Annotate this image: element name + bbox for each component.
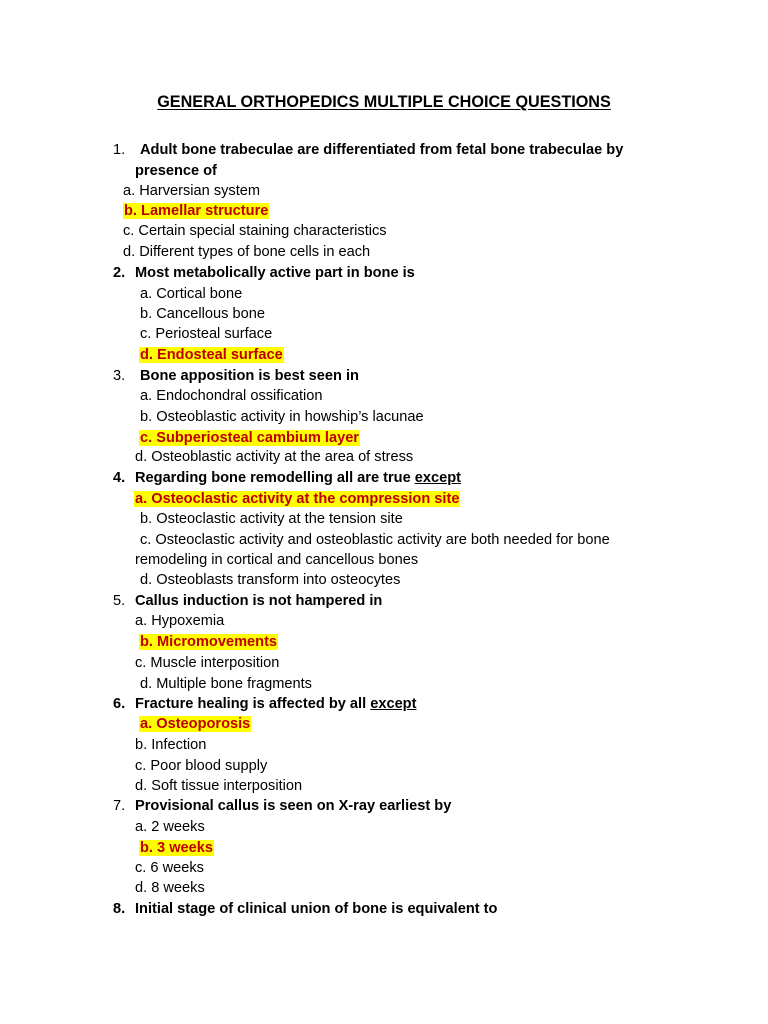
answer-option: b. Infection — [135, 737, 207, 753]
question-emphasis: except — [414, 470, 462, 486]
question-text-main: Regarding bone remodelling all are true — [135, 470, 411, 486]
answer-option: c. Poor blood supply — [135, 758, 268, 774]
answer-option: a. 2 weeks — [135, 819, 205, 835]
question-text: Initial stage of clinical union of bone is equivalent to — [135, 901, 498, 917]
answer-option: c. Periosteal surface — [140, 326, 273, 342]
page-title: GENERAL ORTHOPEDICS MULTIPLE CHOICE QUESTIONS — [157, 93, 611, 111]
question-text: Most metabolically active part in bone is — [135, 265, 415, 281]
question-text: Bone apposition is best seen in — [140, 368, 359, 384]
answer-option: c. 6 weeks — [135, 860, 204, 876]
question-number: 7. — [113, 798, 126, 814]
question-number: 3. — [113, 368, 126, 384]
question-number: 8. — [113, 901, 126, 917]
answer-option: b. Osteoblastic activity in howship’s lacunae — [140, 409, 424, 425]
question-number: 5. — [113, 593, 126, 609]
question-number: 6. — [113, 696, 126, 712]
answer-option: d. Osteoblasts transform into osteocytes — [140, 572, 401, 588]
answer-option: b. Osteoclastic activity at the tension site — [140, 511, 403, 527]
question-text: Callus induction is not hampered in — [135, 593, 383, 609]
answer-option: c. Osteoclastic activity and osteoblastic activity are both needed for bone — [140, 532, 610, 548]
answer-option: b. Cancellous bone — [140, 306, 265, 322]
answer-option: d. 8 weeks — [135, 880, 205, 896]
question-number: 4. — [113, 470, 126, 486]
answer-option: a. Endochondral ossification — [140, 388, 323, 404]
question-text — [135, 469, 461, 488]
correct-answer-option: c. Subperiosteal cambium layer — [140, 430, 359, 446]
answer-option: a. Hypoxemia — [135, 613, 225, 629]
question-text — [135, 695, 416, 714]
answer-option: a. Harversian system — [123, 183, 261, 199]
question-text-main: Fracture healing is affected by all — [135, 696, 367, 712]
answer-option: a. Cortical bone — [140, 286, 243, 302]
question-emphasis: except — [370, 696, 417, 712]
question-text: Provisional callus is seen on X-ray earliest by — [135, 798, 452, 814]
correct-answer-option: b. 3 weeks — [140, 840, 214, 856]
answer-option: c. Certain special staining characteristics — [123, 223, 387, 239]
correct-answer-option: a. Osteoporosis — [140, 716, 251, 732]
question-number: 2. — [113, 265, 126, 281]
question-text: Adult bone trabeculae are differentiated from fetal bone trabeculae by — [140, 142, 624, 158]
correct-answer-option: d. Endosteal surface — [140, 347, 283, 363]
answer-option-continued: remodeling in cortical and cancellous bones — [135, 552, 419, 568]
answer-option: d. Different types of bone cells in each — [123, 244, 371, 260]
correct-answer-option: b. Micromovements — [140, 634, 278, 650]
answer-option: d. Soft tissue interposition — [135, 778, 303, 794]
question-number: 1. — [113, 142, 126, 158]
correct-answer-option: b. Lamellar structure — [124, 203, 269, 219]
answer-option: c. Muscle interposition — [135, 655, 280, 671]
answer-option: d. Multiple bone fragments — [140, 676, 312, 692]
correct-answer-option: a. Osteoclastic activity at the compression site — [135, 491, 460, 507]
answer-option: d. Osteoblastic activity at the area of stress — [135, 449, 414, 465]
question-text-continued: presence of — [135, 163, 217, 179]
